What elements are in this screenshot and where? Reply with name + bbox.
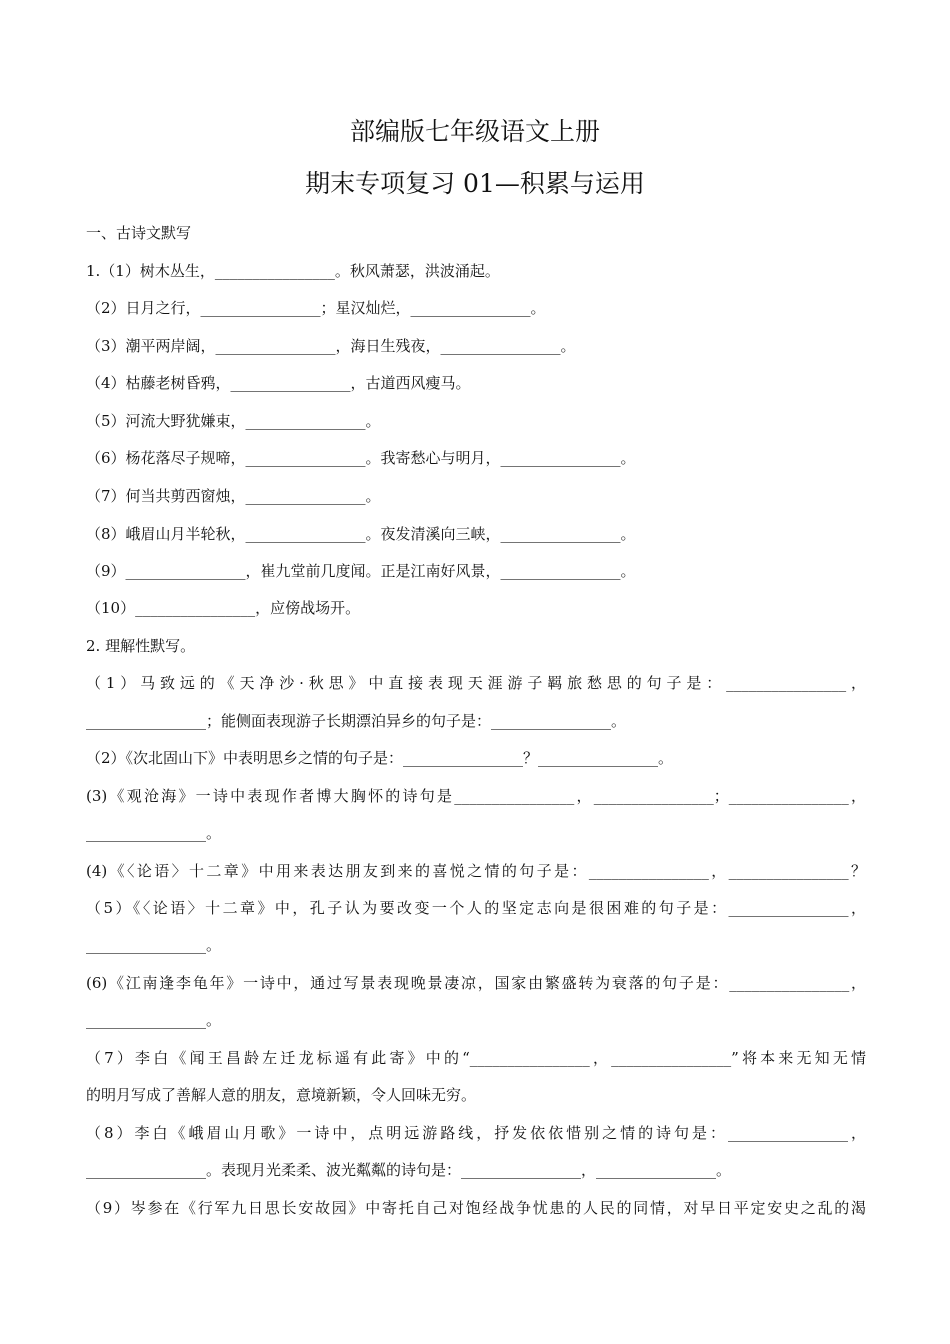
document-title: 部编版七年级语文上册 xyxy=(349,117,600,146)
document-subtitle: 期末专项复习 01—积累与运用 xyxy=(305,169,645,198)
question-line: （5）《〈论语〉十二章》中，孔子认为要改变一个人的坚定志向是很困难的句子是：________________， xyxy=(86,899,866,917)
question-line: （9）岑参在《行军九日思长安故园》中寄托自己对饱经战争忧患的人民的同情，对早日平定安史之乱的渴 xyxy=(86,1199,866,1217)
question-line: （7）何当共剪西窗烛，________________。 xyxy=(86,487,381,505)
question-line: （3）潮平两岸阔，________________，海日生残夜，________________。 xyxy=(86,337,576,355)
question-line: ________________。表现月光柔柔、波光粼粼的诗句是：________________，________________。 xyxy=(86,1161,732,1179)
question-line: 1.（1）树木丛生，________________。秋风萧瑟，洪波涌起。 xyxy=(86,262,500,280)
question-line: （8）峨眉山月半轮秋，________________。夜发清溪向三峡，________________。 xyxy=(86,525,636,543)
section-heading: 一、古诗文默写 xyxy=(86,224,192,242)
question-line: （4）枯藤老树昏鸦，________________，古道西风瘦马。 xyxy=(86,374,471,392)
question-line: ________________。 xyxy=(86,1011,222,1029)
question-line: （6）杨花落尽子规啼，________________。我寄愁心与明月，________________。 xyxy=(86,449,636,467)
question-line: (6)《江南逢李龟年》一诗中，通过写景表现晚景凄凉，国家由繁盛转为衰落的句子是：________________， xyxy=(86,974,866,992)
question-line: ________________；能侧面表现游子长期漂泊异乡的句子是：________________。 xyxy=(86,712,627,730)
question-line: (3)《观沧海》一诗中表现作者博大胸怀的诗句是________________，________________；________________， xyxy=(86,787,866,805)
question-line: （8）李白《峨眉山月歌》一诗中，点明远游路线，抒发依依惜别之情的诗句是：________________， xyxy=(86,1124,866,1142)
question-heading: 2. 理解性默写。 xyxy=(86,637,196,655)
question-line: 的明月写成了善解人意的朋友，意境新颖，令人回味无穷。 xyxy=(86,1086,477,1104)
question-line: (4)《〈论语〉十二章》中用来表达朋友到来的喜悦之情的句子是：________________，________________？ xyxy=(86,862,866,880)
question-line: ________________。 xyxy=(86,824,222,842)
question-line: （1）马致远的《天净沙·秋思》中直接表现天涯游子羁旅愁思的句子是：________________， xyxy=(86,674,866,692)
question-line: ________________。 xyxy=(86,936,222,954)
question-line: （2）《次北固山下》中表明思乡之情的句子是：________________？________________。 xyxy=(86,749,674,767)
question-line: （7）李白《闻王昌龄左迁龙标遥有此寄》中的“________________，________________”将本来无知无情 xyxy=(86,1049,866,1067)
question-line: （2）日月之行，________________；星汉灿烂，________________。 xyxy=(86,299,546,317)
question-line: （5）河流大野犹嫌束，________________。 xyxy=(86,412,381,430)
question-line: （9）________________，崔九堂前几度闻。正是江南好风景，________________。 xyxy=(86,562,636,580)
question-line: （10）________________，应傍战场开。 xyxy=(86,599,361,617)
